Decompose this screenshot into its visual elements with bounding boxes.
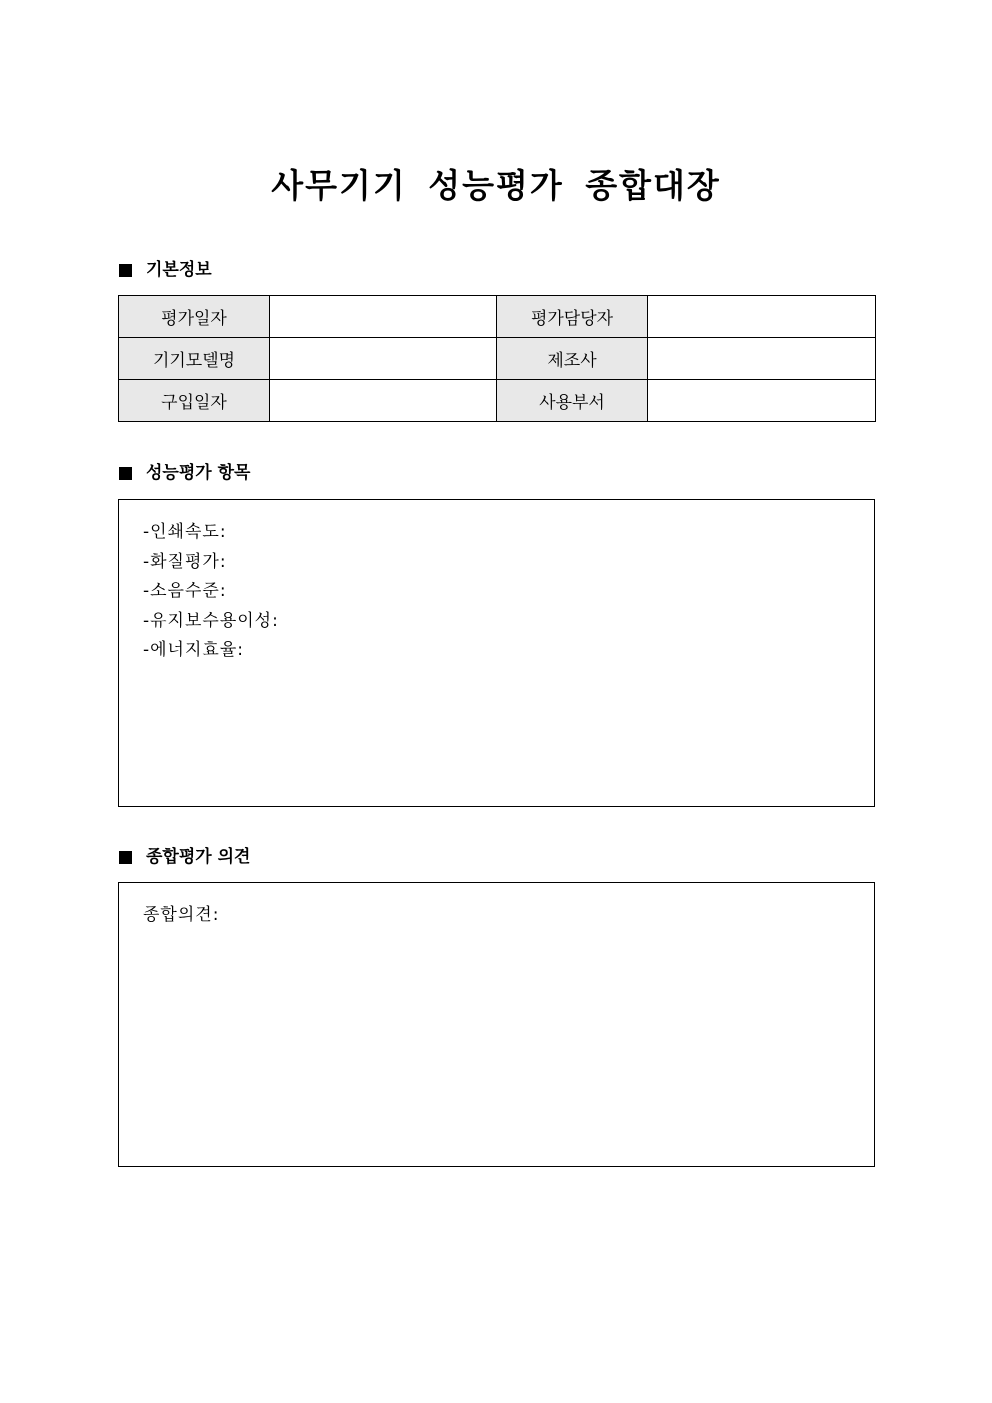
page-title: 사무기기 성능평가 종합대장 <box>271 166 721 205</box>
black-square-bullet-icon <box>119 851 132 864</box>
purchase-date-label: 구입일자 <box>119 380 270 422</box>
table-row <box>119 296 876 338</box>
list-item: -화질평가: <box>143 551 227 572</box>
evaluator-label: 평가담당자 <box>497 296 648 338</box>
list-item: -인쇄속도: <box>143 522 227 542</box>
table-row <box>119 338 876 380</box>
black-square-bullet-icon <box>119 264 132 277</box>
list-item: -에너지효율: <box>143 640 244 660</box>
table-row <box>119 380 876 422</box>
black-square-bullet-icon <box>119 467 132 480</box>
list-item: -소음수준: <box>143 581 227 601</box>
manufacturer-label: 제조사 <box>497 338 648 380</box>
eval-date-label: 평가일자 <box>119 296 270 338</box>
list-item: -유지보수용이성: <box>143 610 279 631</box>
manufacturer-field[interactable] <box>648 338 876 380</box>
evaluator-field[interactable] <box>648 296 876 338</box>
department-field[interactable] <box>648 380 876 422</box>
performance-heading <box>119 461 250 485</box>
eval-date-field[interactable] <box>270 296 497 338</box>
overall-opinion-box[interactable] <box>118 882 875 1167</box>
purchase-date-field[interactable] <box>270 380 497 422</box>
overall-opinion-label: 종합의견: <box>143 905 220 925</box>
performance-items-box[interactable] <box>118 499 875 807</box>
overall-heading <box>119 845 250 869</box>
performance-heading-text: 성능평가 항목 <box>146 463 251 483</box>
model-name-field[interactable] <box>270 338 497 380</box>
model-name-label: 기기모델명 <box>119 338 270 380</box>
basic-info-table <box>118 295 876 422</box>
basic-info-heading <box>119 258 212 282</box>
overall-heading-text: 종합평가 의견 <box>146 847 251 867</box>
department-label: 사용부서 <box>497 380 648 422</box>
basic-info-heading-text: 기본정보 <box>146 260 212 280</box>
performance-item-list <box>119 500 874 666</box>
